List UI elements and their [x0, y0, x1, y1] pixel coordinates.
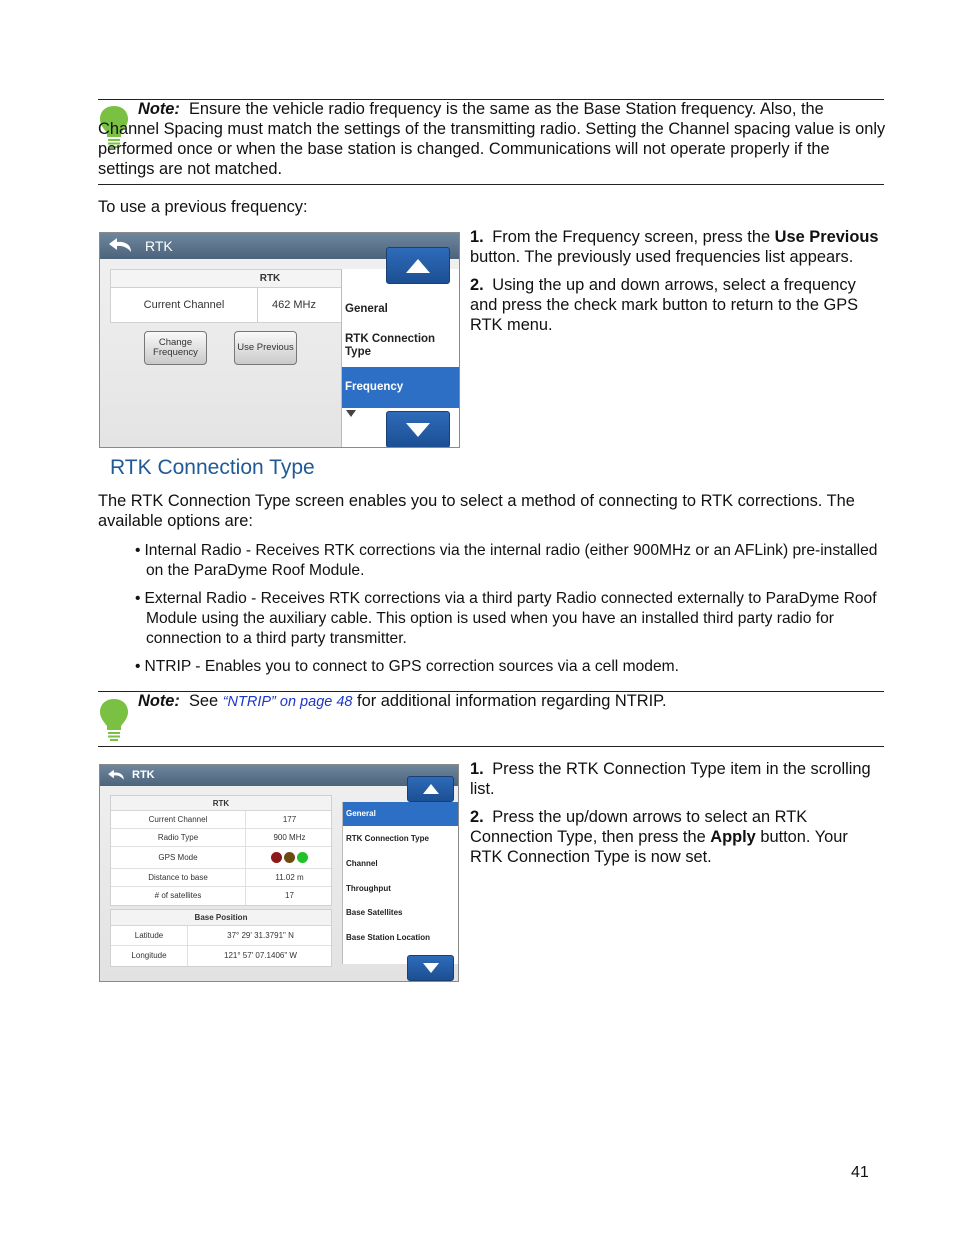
step-1: 1. Press the RTK Connection Type item in the scrolling list. — [470, 760, 871, 798]
section-heading: RTK Connection Type — [110, 456, 315, 479]
ntrip-page-link[interactable]: “NTRIP” on page 48 — [222, 694, 353, 710]
menu-item-throughput[interactable]: Throughput — [346, 884, 391, 893]
step-2: 2. Press the up/down arrows to select an RTK Connection Type, then press the Apply button. Your RTK Connection Type is now set. — [470, 808, 848, 866]
note-bottom-rule — [98, 184, 884, 185]
current-channel-value: 462 MHz — [257, 288, 330, 323]
page-number: 41 — [851, 1164, 869, 1181]
scroll-down-button[interactable] — [386, 411, 450, 448]
step-2: 2. Using the up and down arrows, select a frequency and press the check mark button to return to the GPS RTK menu. — [470, 276, 859, 334]
menu-item-rtk-connection-type[interactable]: RTK Connection Type — [346, 834, 429, 843]
down-arrow-icon — [406, 423, 430, 437]
scroll-down-button[interactable] — [407, 955, 454, 981]
note-label: Note: — [138, 692, 180, 710]
menu-item-general[interactable]: General — [345, 303, 388, 315]
use-previous-button[interactable]: Use Previous — [234, 331, 297, 365]
down-arrow-icon — [423, 963, 439, 973]
list-item: • NTRIP - Enables you to connect to GPS correction sources via a cell modem. — [126, 657, 886, 677]
up-arrow-icon — [406, 259, 430, 273]
table-row: Current Channel 177 — [111, 811, 331, 829]
change-frequency-button[interactable]: Change Frequency — [144, 331, 207, 365]
status-dot-icon — [271, 852, 282, 863]
rtk-connection-screenshot — [99, 764, 459, 982]
table-row: Distance to base 11.02 m — [111, 869, 331, 887]
steps-connection-type — [470, 759, 884, 875]
status-dot-icon — [284, 852, 295, 863]
intro-text: To use a previous frequency: — [98, 198, 308, 216]
menu-item-rtk-connection-type[interactable]: RTK Connection Type — [345, 333, 436, 358]
status-dot-icon — [297, 852, 308, 863]
screen-title: RTK — [132, 769, 155, 781]
menu-item-channel[interactable]: Channel — [346, 859, 378, 868]
rtk-status-table — [110, 795, 332, 906]
table-header: RTK — [111, 796, 331, 811]
connection-options-list — [126, 541, 886, 685]
scroll-up-button[interactable] — [407, 776, 454, 802]
note-bottom-rule — [98, 746, 884, 747]
note-2: Note: See “NTRIP” on page 48 for additional information regarding NTRIP. — [138, 692, 667, 710]
table-row: Latitude 37° 29' 31.3791" N — [111, 926, 331, 946]
title-bar — [100, 765, 458, 786]
step-1: 1. From the Frequency screen, press the Use Previous button. The previously used frequencies list appears. — [470, 228, 879, 266]
table-row: Radio Type 900 MHz — [111, 829, 331, 847]
list-item: • External Radio - Receives RTK corrections via a third party Radio connected externally to ParaDyme Roof Module using the auxiliary cable. This option is used when you have an installed third party radio for connection to a third party transmitter. — [126, 589, 886, 649]
base-position-table — [110, 909, 332, 967]
back-arrow-icon[interactable] — [106, 236, 134, 256]
note-label: Note: — [138, 100, 180, 118]
menu-item-frequency[interactable]: Frequency — [342, 367, 460, 408]
rtk-menu-list — [342, 802, 459, 964]
table-row: # of satellites 17 — [111, 887, 331, 905]
table-header: Base Position — [111, 910, 331, 926]
menu-item-base-satellites[interactable]: Base Satellites — [346, 908, 403, 917]
section-description: The RTK Connection Type screen enables you to select a method of connecting to RTK corrections. The available options are: — [98, 492, 855, 530]
menu-item-general[interactable]: General — [343, 802, 459, 826]
list-item: • Internal Radio - Receives RTK corrections via the internal radio (either 900MHz or an AFLink) pre-installed on the ParaDyme Roof Module. — [126, 541, 886, 581]
note-1-text: Ensure the vehicle radio frequency is the same as the Base Station frequency. Also, the Channel Spacing must match the settings of the transmitting radio. Setting the Channel spacing value is only performed once or when the base station is changed. Communications will not operate properly if the settings are not matched. — [98, 100, 886, 178]
rtk-frequency-screenshot — [99, 232, 460, 448]
table-row: Longitude 121° 57' 07.1406" W — [111, 946, 331, 966]
table-row: GPS Mode — [111, 847, 331, 869]
scroll-down-indicator-icon — [346, 410, 356, 417]
up-arrow-icon — [423, 784, 439, 794]
screen-title: RTK — [145, 238, 173, 254]
note-1 — [98, 99, 888, 179]
scroll-up-button[interactable] — [386, 247, 450, 284]
gps-mode-indicators — [245, 847, 333, 868]
current-channel-label: Current Channel — [143, 299, 225, 311]
steps-use-previous — [470, 227, 884, 343]
back-arrow-icon[interactable] — [106, 768, 126, 783]
panel-header: RTK — [111, 270, 429, 288]
menu-item-base-station-location[interactable]: Base Station Location — [346, 933, 431, 942]
